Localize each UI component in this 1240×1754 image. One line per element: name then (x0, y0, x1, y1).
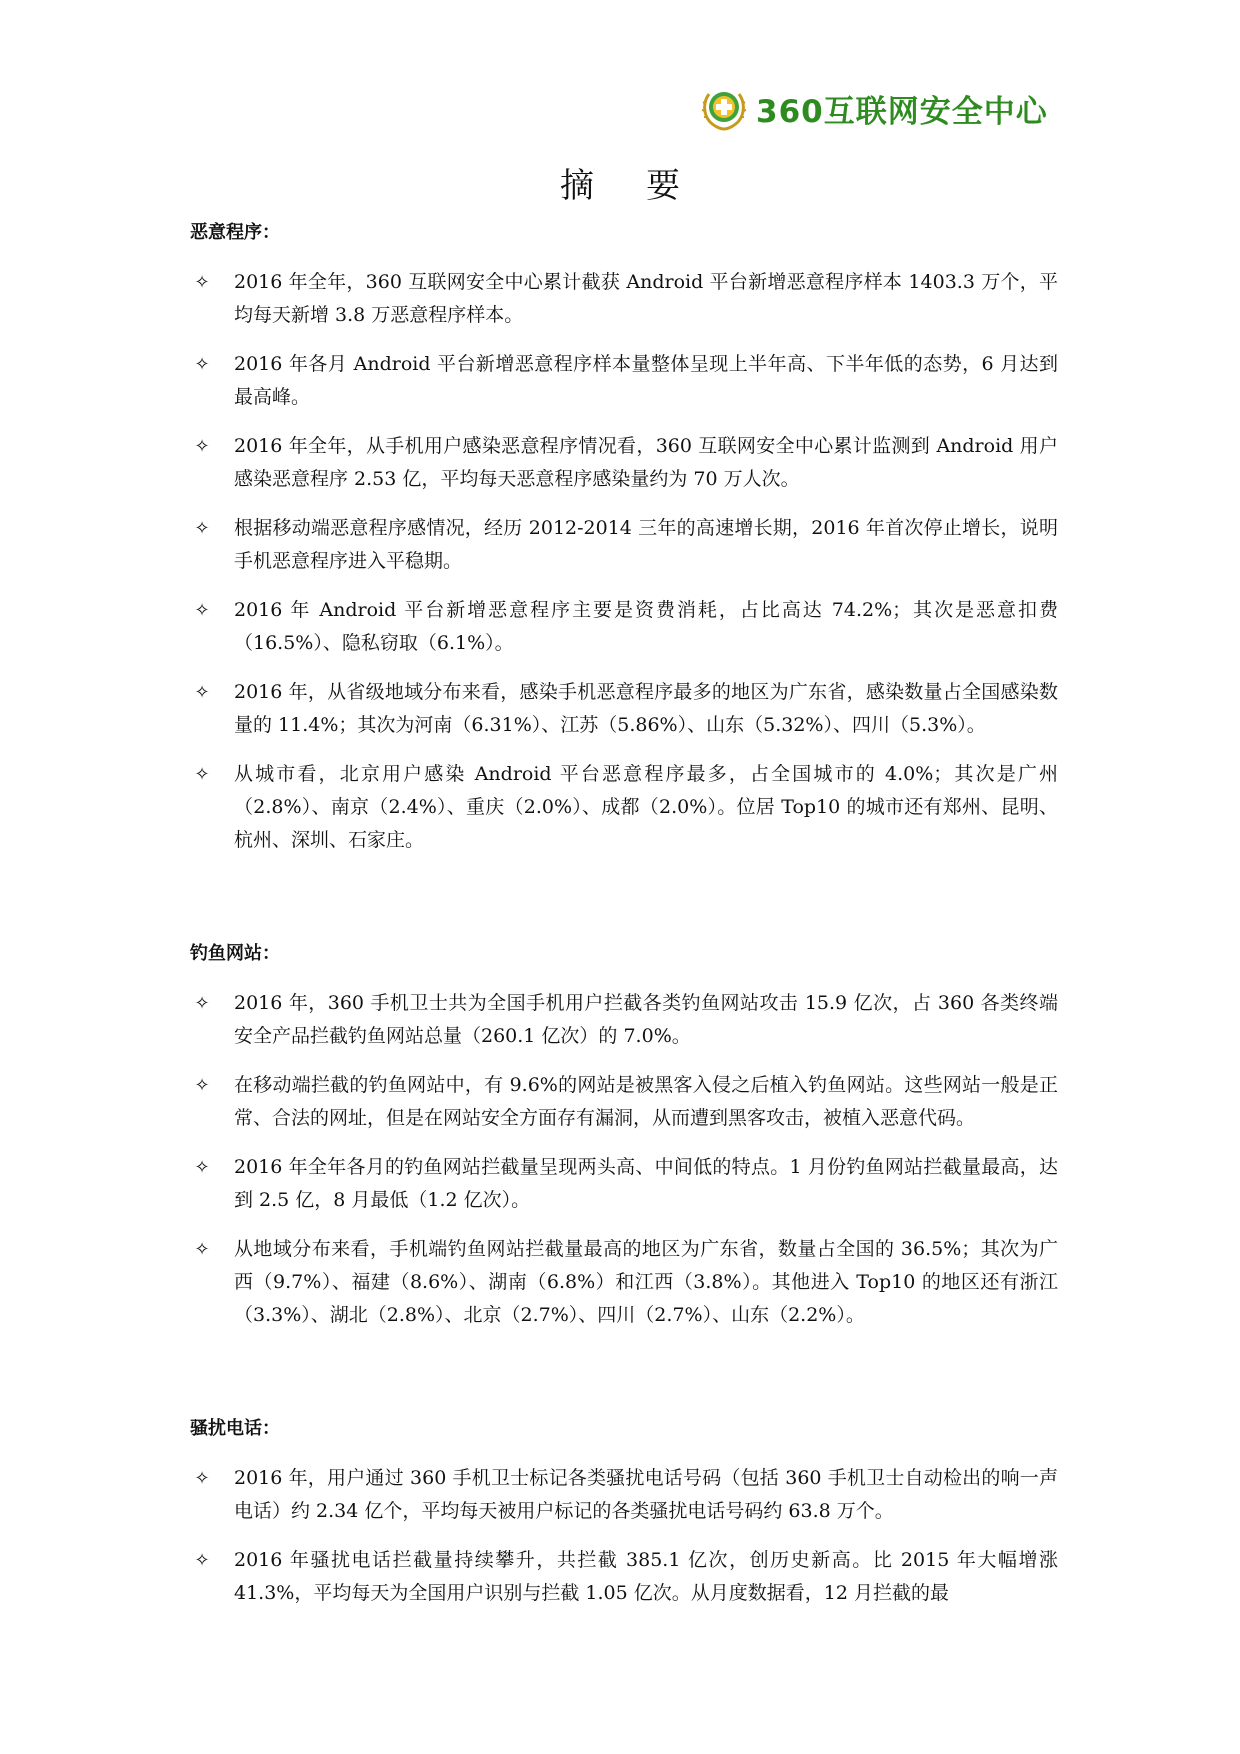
list-item (190, 1462, 1058, 1528)
diamond-bullet-icon: ✧ (194, 600, 210, 621)
diamond-bullet-icon: ✧ (194, 518, 210, 539)
list-item (190, 266, 1058, 332)
diamond-bullet-icon: ✧ (194, 272, 210, 293)
item-text: 2016 年骚扰电话拦截量持续攀升，共拦截 385.1 亿次，创历史新高。比 2015 年大幅增涨 41.3%，平均每天为全国用户识别与拦截 1.05 亿次。从月度数据看，12 月拦截的最 (234, 1549, 1058, 1604)
item-text: 根据移动端恶意程序感情况，经历 2012-2014 三年的高速增长期，2016 年首次停止增长，说明手机恶意程序进入平稳期。 (234, 517, 1058, 572)
list-item (190, 758, 1058, 857)
item-text: 从城市看，北京用户感染 Android 平台恶意程序最多，占全国城市的 4.0%；其次是广州（2.8%）、南京（2.4%）、重庆（2.0%）、成都（2.0%）。位居 Top10 的城市还有郑州、昆明、杭州、深圳、石家庄。 (234, 763, 1058, 851)
bullet-list (190, 987, 1058, 1332)
diamond-bullet-icon: ✧ (194, 1468, 210, 1489)
bullet-list (190, 1462, 1058, 1610)
summary-content (190, 218, 1058, 1626)
diamond-bullet-icon: ✧ (194, 1550, 210, 1571)
section-malware (190, 218, 1058, 857)
diamond-bullet-icon: ✧ (194, 436, 210, 457)
section-heading: 恶意程序： (190, 222, 280, 243)
item-text: 2016 年各月 Android 平台新增恶意程序样本量整体呈现上半年高、下半年低的态势，6 月达到最高峰。 (234, 353, 1058, 408)
item-text: 2016 年全年，从手机用户感染恶意程序情况看，360 互联网安全中心累计监测到 Android 用户感染恶意程序 2.53 亿，平均每天恶意程序感染量约为 70 万人次。 (234, 435, 1058, 490)
item-text: 2016 年全年各月的钓鱼网站拦截量呈现两头高、中间低的特点。1 月份钓鱼网站拦截量最高，达到 2.5 亿，8 月最低（1.2 亿次）。 (234, 1156, 1058, 1211)
list-item (190, 348, 1058, 414)
brand-logo (700, 84, 1048, 132)
list-item (190, 676, 1058, 742)
shield-plus-laurel-icon (700, 84, 748, 132)
item-text: 2016 年，从省级地域分布来看，感染手机恶意程序最多的地区为广东省，感染数量占全国感染数量的 11.4%；其次为河南（6.31%）、江苏（5.86%）、山东（5.32%）、四川（5.3%）。 (234, 681, 1058, 736)
page-title: 摘要 (560, 166, 732, 206)
diamond-bullet-icon: ✧ (194, 993, 210, 1014)
list-item (190, 594, 1058, 660)
section-heading: 骚扰电话： (190, 1418, 280, 1439)
diamond-bullet-icon: ✧ (194, 354, 210, 375)
list-item (190, 987, 1058, 1053)
list-item (190, 430, 1058, 496)
diamond-bullet-icon: ✧ (194, 1075, 210, 1096)
list-item (190, 512, 1058, 578)
diamond-bullet-icon: ✧ (194, 1239, 210, 1260)
item-text: 2016 年，360 手机卫士共为全国手机用户拦截各类钓鱼网站攻击 15.9 亿次，占 360 各类终端安全产品拦截钓鱼网站总量（260.1 亿次）的 7.0%。 (234, 992, 1058, 1047)
bullet-list (190, 266, 1058, 857)
item-text: 2016 年 Android 平台新增恶意程序主要是资费消耗，占比高达 74.2%；其次是恶意扣费（16.5%）、隐私窃取（6.1%）。 (234, 599, 1058, 654)
diamond-bullet-icon: ✧ (194, 1157, 210, 1178)
diamond-bullet-icon: ✧ (194, 682, 210, 703)
list-item (190, 1544, 1058, 1610)
diamond-bullet-icon: ✧ (194, 764, 210, 785)
item-text: 从地域分布来看，手机端钓鱼网站拦截量最高的地区为广东省，数量占全国的 36.5%；其次为广西（9.7%）、福建（8.6%）、湖南（6.8%）和江西（3.8%）。其他进入 Top10 的地区还有浙江（3.3%）、湖北（2.8%）、北京（2.7%）、四川（2.7%）、山东（2.2%）。 (234, 1238, 1058, 1326)
section-harassing-calls (190, 1414, 1058, 1610)
section-heading: 钓鱼网站： (190, 943, 280, 964)
list-item (190, 1151, 1058, 1217)
item-text: 2016 年，用户通过 360 手机卫士标记各类骚扰电话号码（包括 360 手机卫士自动检出的响一声电话）约 2.34 亿个，平均每天被用户标记的各类骚扰电话号码约 63.8 万个。 (234, 1467, 1058, 1522)
item-text: 在移动端拦截的钓鱼网站中，有 9.6%的网站是被黑客入侵之后植入钓鱼网站。这些网站一般是正常、合法的网址，但是在网站安全方面存有漏洞，从而遭到黑客攻击，被植入恶意代码。 (234, 1074, 1058, 1129)
section-phishing (190, 939, 1058, 1332)
item-text: 2016 年全年，360 互联网安全中心累计截获 Android 平台新增恶意程序样本 1403.3 万个，平均每天新增 3.8 万恶意程序样本。 (234, 271, 1058, 326)
list-item (190, 1069, 1058, 1135)
list-item (190, 1233, 1058, 1332)
logo-text: 360互联网安全中心 (756, 93, 1048, 130)
